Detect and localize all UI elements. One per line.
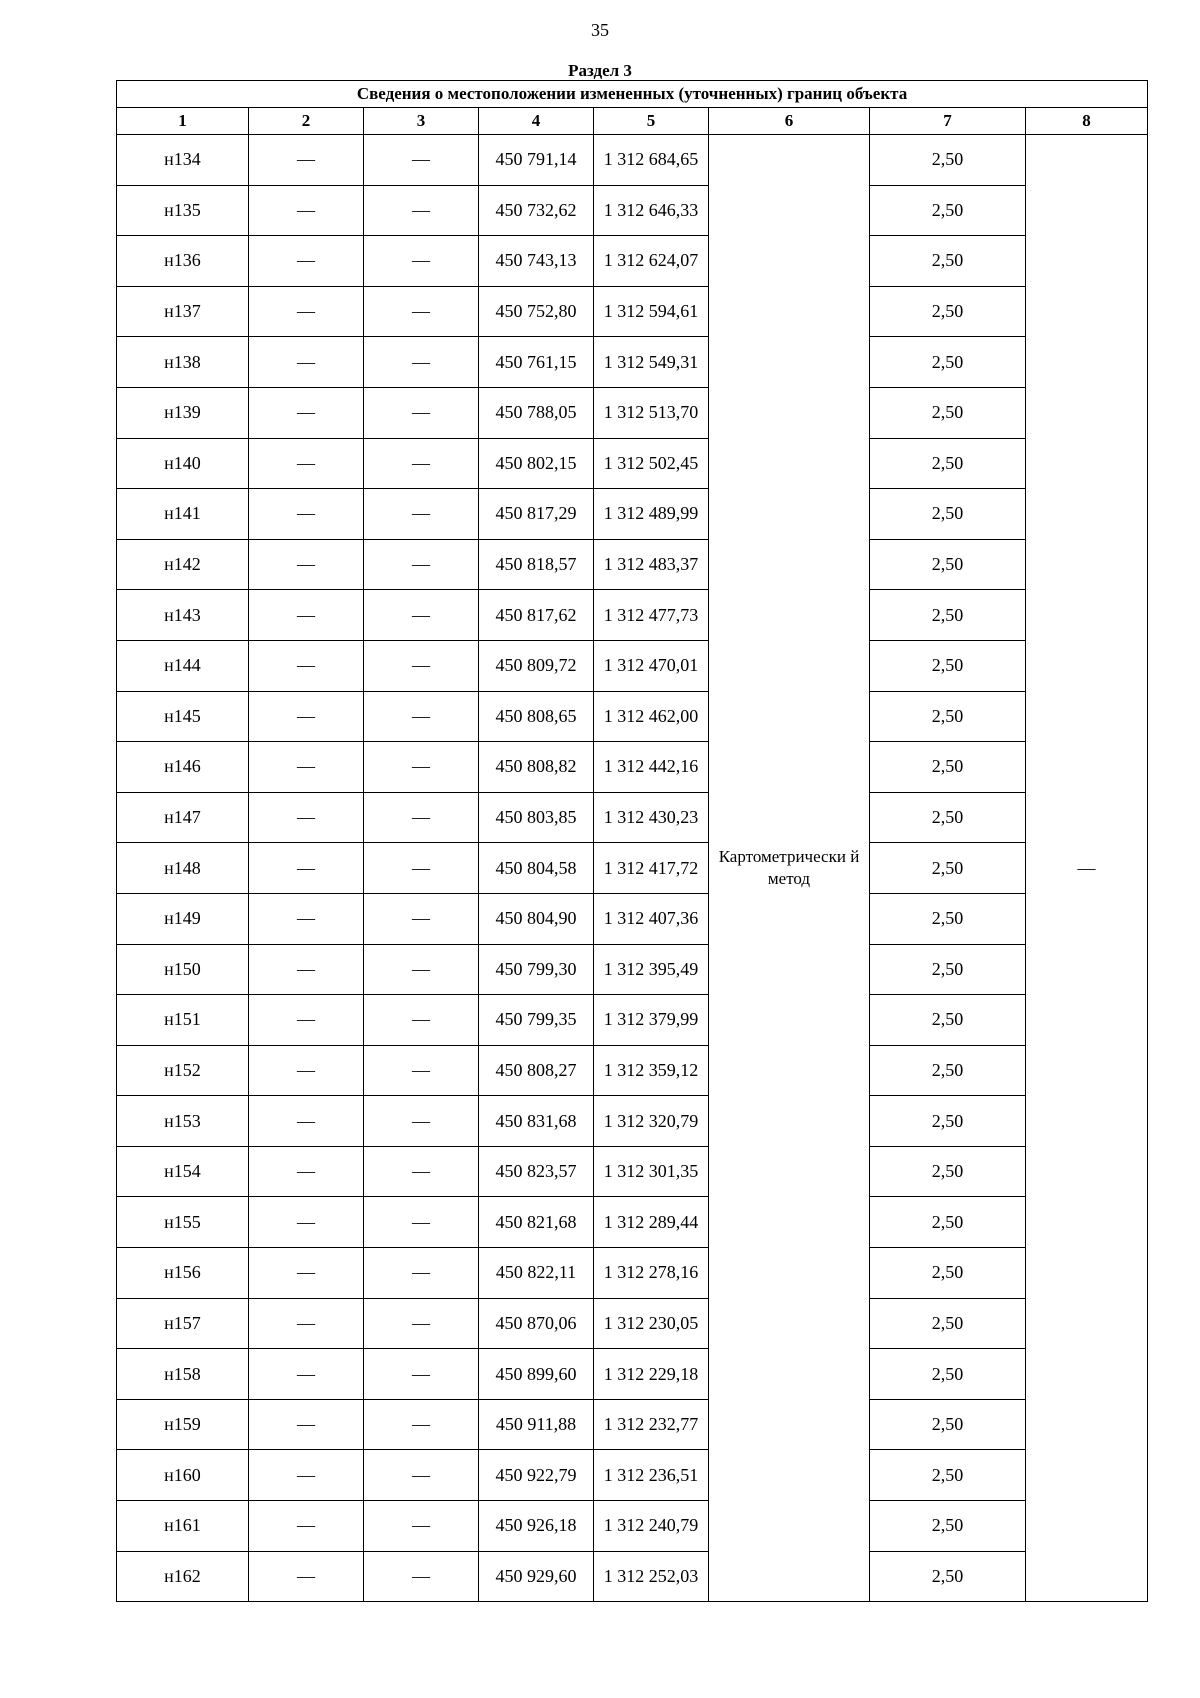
table-row xyxy=(117,1501,1148,1552)
x-coordinate-cell: 450 732,62 xyxy=(479,185,594,236)
y-coordinate-cell: 1 312 230,05 xyxy=(594,1298,709,1349)
table-row xyxy=(117,995,1148,1046)
accuracy-cell: 2,50 xyxy=(870,640,1026,691)
column-header-2: 2 xyxy=(249,108,364,135)
x-coordinate-cell: 450 926,18 xyxy=(479,1501,594,1552)
table-row xyxy=(117,135,1148,186)
column-2-cell: — xyxy=(249,1248,364,1299)
column-2-cell: — xyxy=(249,1096,364,1147)
column-3-cell: — xyxy=(364,691,479,742)
section-title: Раздел 3 xyxy=(568,61,632,80)
y-coordinate-cell: 1 312 379,99 xyxy=(594,995,709,1046)
x-coordinate-cell: 450 788,05 xyxy=(479,387,594,438)
accuracy-cell: 2,50 xyxy=(870,843,1026,894)
column-2-cell: — xyxy=(249,590,364,641)
column-header-1: 1 xyxy=(117,108,249,135)
point-name-cell: н157 xyxy=(117,1298,249,1349)
column-2-cell: — xyxy=(249,1399,364,1450)
y-coordinate-cell: 1 312 442,16 xyxy=(594,742,709,793)
point-name-cell: н144 xyxy=(117,640,249,691)
column-2-cell: — xyxy=(249,792,364,843)
x-coordinate-cell: 450 803,85 xyxy=(479,792,594,843)
point-name-cell: н161 xyxy=(117,1501,249,1552)
column-2-cell: — xyxy=(249,438,364,489)
point-name-cell: н136 xyxy=(117,236,249,287)
table-row xyxy=(117,539,1148,590)
column-3-cell: — xyxy=(364,236,479,287)
column-3-cell: — xyxy=(364,995,479,1046)
point-name-cell: н162 xyxy=(117,1551,249,1602)
point-name-cell: н146 xyxy=(117,742,249,793)
column-3-cell: — xyxy=(364,1248,479,1299)
accuracy-cell: 2,50 xyxy=(870,995,1026,1046)
accuracy-cell: 2,50 xyxy=(870,590,1026,641)
table-row xyxy=(117,236,1148,287)
point-name-cell: н156 xyxy=(117,1248,249,1299)
y-coordinate-cell: 1 312 549,31 xyxy=(594,337,709,388)
accuracy-cell: 2,50 xyxy=(870,1197,1026,1248)
table-caption-row xyxy=(117,81,1148,108)
column-header-5: 5 xyxy=(594,108,709,135)
y-coordinate-cell: 1 312 502,45 xyxy=(594,438,709,489)
point-name-cell: н154 xyxy=(117,1146,249,1197)
column-2-cell: — xyxy=(249,944,364,995)
column-3-cell: — xyxy=(364,1450,479,1501)
accuracy-cell: 2,50 xyxy=(870,1045,1026,1096)
accuracy-cell: 2,50 xyxy=(870,1551,1026,1602)
column-2-cell: — xyxy=(249,1197,364,1248)
table-row xyxy=(117,1248,1148,1299)
column-2-cell: — xyxy=(249,1349,364,1400)
column-3-cell: — xyxy=(364,1045,479,1096)
table-row xyxy=(117,1146,1148,1197)
column-2-cell: — xyxy=(249,1450,364,1501)
table-row xyxy=(117,792,1148,843)
accuracy-cell: 2,50 xyxy=(870,135,1026,186)
accuracy-cell: 2,50 xyxy=(870,438,1026,489)
accuracy-cell: 2,50 xyxy=(870,337,1026,388)
accuracy-cell: 2,50 xyxy=(870,691,1026,742)
accuracy-cell: 2,50 xyxy=(870,792,1026,843)
column-3-cell: — xyxy=(364,893,479,944)
accuracy-cell: 2,50 xyxy=(870,185,1026,236)
y-coordinate-cell: 1 312 489,99 xyxy=(594,489,709,540)
column-header-8: 8 xyxy=(1026,108,1148,135)
accuracy-cell: 2,50 xyxy=(870,1146,1026,1197)
table-row xyxy=(117,640,1148,691)
y-coordinate-cell: 1 312 417,72 xyxy=(594,843,709,894)
accuracy-cell: 2,50 xyxy=(870,489,1026,540)
point-name-cell: н141 xyxy=(117,489,249,540)
table-row xyxy=(117,843,1148,894)
column-3-cell: — xyxy=(364,438,479,489)
column-2-cell: — xyxy=(249,286,364,337)
point-name-cell: н155 xyxy=(117,1197,249,1248)
column-2-cell: — xyxy=(249,1298,364,1349)
x-coordinate-cell: 450 804,90 xyxy=(479,893,594,944)
point-name-cell: н140 xyxy=(117,438,249,489)
point-name-cell: н150 xyxy=(117,944,249,995)
table-row xyxy=(117,1349,1148,1400)
y-coordinate-cell: 1 312 359,12 xyxy=(594,1045,709,1096)
accuracy-cell: 2,50 xyxy=(870,387,1026,438)
y-coordinate-cell: 1 312 594,61 xyxy=(594,286,709,337)
table-row xyxy=(117,1399,1148,1450)
y-coordinate-cell: 1 312 289,44 xyxy=(594,1197,709,1248)
accuracy-cell: 2,50 xyxy=(870,893,1026,944)
page-number: 35 xyxy=(591,20,609,40)
x-coordinate-cell: 450 823,57 xyxy=(479,1146,594,1197)
column-2-cell: — xyxy=(249,1501,364,1552)
column-header-3: 3 xyxy=(364,108,479,135)
table-row xyxy=(117,893,1148,944)
accuracy-cell: 2,50 xyxy=(870,944,1026,995)
point-name-cell: н158 xyxy=(117,1349,249,1400)
y-coordinate-cell: 1 312 513,70 xyxy=(594,387,709,438)
table-row xyxy=(117,438,1148,489)
accuracy-cell: 2,50 xyxy=(870,286,1026,337)
point-name-cell: н134 xyxy=(117,135,249,186)
accuracy-cell: 2,50 xyxy=(870,1349,1026,1400)
point-name-cell: н142 xyxy=(117,539,249,590)
x-coordinate-cell: 450 809,72 xyxy=(479,640,594,691)
x-coordinate-cell: 450 870,06 xyxy=(479,1298,594,1349)
point-name-cell: н147 xyxy=(117,792,249,843)
y-coordinate-cell: 1 312 236,51 xyxy=(594,1450,709,1501)
note-cell: — xyxy=(1026,135,1148,1602)
column-2-cell: — xyxy=(249,185,364,236)
x-coordinate-cell: 450 899,60 xyxy=(479,1349,594,1400)
column-2-cell: — xyxy=(249,893,364,944)
column-2-cell: — xyxy=(249,995,364,1046)
x-coordinate-cell: 450 802,15 xyxy=(479,438,594,489)
table-row xyxy=(117,1045,1148,1096)
x-coordinate-cell: 450 808,27 xyxy=(479,1045,594,1096)
column-3-cell: — xyxy=(364,1551,479,1602)
y-coordinate-cell: 1 312 407,36 xyxy=(594,893,709,944)
column-2-cell: — xyxy=(249,387,364,438)
point-name-cell: н148 xyxy=(117,843,249,894)
y-coordinate-cell: 1 312 483,37 xyxy=(594,539,709,590)
column-3-cell: — xyxy=(364,337,479,388)
point-name-cell: н145 xyxy=(117,691,249,742)
accuracy-cell: 2,50 xyxy=(870,1501,1026,1552)
table-header-row xyxy=(117,108,1148,135)
table-row xyxy=(117,590,1148,641)
y-coordinate-cell: 1 312 229,18 xyxy=(594,1349,709,1400)
x-coordinate-cell: 450 822,11 xyxy=(479,1248,594,1299)
table-row xyxy=(117,742,1148,793)
accuracy-cell: 2,50 xyxy=(870,1399,1026,1450)
column-3-cell: — xyxy=(364,539,479,590)
point-name-cell: н138 xyxy=(117,337,249,388)
column-3-cell: — xyxy=(364,1298,479,1349)
column-header-4: 4 xyxy=(479,108,594,135)
column-3-cell: — xyxy=(364,489,479,540)
y-coordinate-cell: 1 312 684,65 xyxy=(594,135,709,186)
table-row xyxy=(117,387,1148,438)
column-3-cell: — xyxy=(364,135,479,186)
accuracy-cell: 2,50 xyxy=(870,1248,1026,1299)
table-caption: Сведения о местоположении измененных (уточненных) границ объекта xyxy=(117,81,1148,108)
x-coordinate-cell: 450 808,82 xyxy=(479,742,594,793)
point-name-cell: н135 xyxy=(117,185,249,236)
point-name-cell: н149 xyxy=(117,893,249,944)
y-coordinate-cell: 1 312 301,35 xyxy=(594,1146,709,1197)
column-2-cell: — xyxy=(249,640,364,691)
table-row xyxy=(117,1197,1148,1248)
point-name-cell: н143 xyxy=(117,590,249,641)
table-row xyxy=(117,1096,1148,1147)
column-3-cell: — xyxy=(364,944,479,995)
column-3-cell: — xyxy=(364,843,479,894)
x-coordinate-cell: 450 791,14 xyxy=(479,135,594,186)
table-body xyxy=(117,135,1148,1602)
table-row xyxy=(117,691,1148,742)
column-3-cell: — xyxy=(364,1146,479,1197)
column-2-cell: — xyxy=(249,135,364,186)
column-2-cell: — xyxy=(249,489,364,540)
accuracy-cell: 2,50 xyxy=(870,742,1026,793)
coordinates-table xyxy=(116,80,1148,1602)
method-cell: Картометрически й метод xyxy=(709,135,870,1602)
point-name-cell: н152 xyxy=(117,1045,249,1096)
accuracy-cell: 2,50 xyxy=(870,539,1026,590)
column-2-cell: — xyxy=(249,337,364,388)
y-coordinate-cell: 1 312 232,77 xyxy=(594,1399,709,1450)
x-coordinate-cell: 450 799,30 xyxy=(479,944,594,995)
table-row xyxy=(117,1298,1148,1349)
y-coordinate-cell: 1 312 470,01 xyxy=(594,640,709,691)
accuracy-cell: 2,50 xyxy=(870,236,1026,287)
y-coordinate-cell: 1 312 477,73 xyxy=(594,590,709,641)
table-row xyxy=(117,185,1148,236)
column-3-cell: — xyxy=(364,742,479,793)
x-coordinate-cell: 450 752,80 xyxy=(479,286,594,337)
x-coordinate-cell: 450 817,62 xyxy=(479,590,594,641)
column-3-cell: — xyxy=(364,1349,479,1400)
column-3-cell: — xyxy=(364,1501,479,1552)
accuracy-cell: 2,50 xyxy=(870,1096,1026,1147)
column-3-cell: — xyxy=(364,1197,479,1248)
point-name-cell: н153 xyxy=(117,1096,249,1147)
x-coordinate-cell: 450 808,65 xyxy=(479,691,594,742)
x-coordinate-cell: 450 799,35 xyxy=(479,995,594,1046)
x-coordinate-cell: 450 821,68 xyxy=(479,1197,594,1248)
x-coordinate-cell: 450 804,58 xyxy=(479,843,594,894)
column-2-cell: — xyxy=(249,236,364,287)
point-name-cell: н139 xyxy=(117,387,249,438)
point-name-cell: н159 xyxy=(117,1399,249,1450)
column-2-cell: — xyxy=(249,1146,364,1197)
x-coordinate-cell: 450 817,29 xyxy=(479,489,594,540)
column-2-cell: — xyxy=(249,691,364,742)
y-coordinate-cell: 1 312 462,00 xyxy=(594,691,709,742)
table-row xyxy=(117,337,1148,388)
column-3-cell: — xyxy=(364,792,479,843)
column-3-cell: — xyxy=(364,1399,479,1450)
y-coordinate-cell: 1 312 240,79 xyxy=(594,1501,709,1552)
column-2-cell: — xyxy=(249,843,364,894)
column-3-cell: — xyxy=(364,640,479,691)
table-row xyxy=(117,286,1148,337)
y-coordinate-cell: 1 312 430,23 xyxy=(594,792,709,843)
point-name-cell: н137 xyxy=(117,286,249,337)
x-coordinate-cell: 450 831,68 xyxy=(479,1096,594,1147)
column-3-cell: — xyxy=(364,185,479,236)
column-3-cell: — xyxy=(364,286,479,337)
column-2-cell: — xyxy=(249,539,364,590)
x-coordinate-cell: 450 929,60 xyxy=(479,1551,594,1602)
point-name-cell: н151 xyxy=(117,995,249,1046)
column-3-cell: — xyxy=(364,590,479,641)
table-row xyxy=(117,489,1148,540)
x-coordinate-cell: 450 911,88 xyxy=(479,1399,594,1450)
column-header-6: 6 xyxy=(709,108,870,135)
accuracy-cell: 2,50 xyxy=(870,1298,1026,1349)
column-header-7: 7 xyxy=(870,108,1026,135)
x-coordinate-cell: 450 922,79 xyxy=(479,1450,594,1501)
y-coordinate-cell: 1 312 646,33 xyxy=(594,185,709,236)
x-coordinate-cell: 450 818,57 xyxy=(479,539,594,590)
y-coordinate-cell: 1 312 252,03 xyxy=(594,1551,709,1602)
accuracy-cell: 2,50 xyxy=(870,1450,1026,1501)
y-coordinate-cell: 1 312 395,49 xyxy=(594,944,709,995)
y-coordinate-cell: 1 312 320,79 xyxy=(594,1096,709,1147)
x-coordinate-cell: 450 761,15 xyxy=(479,337,594,388)
column-3-cell: — xyxy=(364,1096,479,1147)
table-row xyxy=(117,1551,1148,1602)
column-2-cell: — xyxy=(249,1045,364,1096)
y-coordinate-cell: 1 312 278,16 xyxy=(594,1248,709,1299)
column-2-cell: — xyxy=(249,1551,364,1602)
column-2-cell: — xyxy=(249,742,364,793)
table-row xyxy=(117,944,1148,995)
column-3-cell: — xyxy=(364,387,479,438)
x-coordinate-cell: 450 743,13 xyxy=(479,236,594,287)
y-coordinate-cell: 1 312 624,07 xyxy=(594,236,709,287)
table-row xyxy=(117,1450,1148,1501)
point-name-cell: н160 xyxy=(117,1450,249,1501)
